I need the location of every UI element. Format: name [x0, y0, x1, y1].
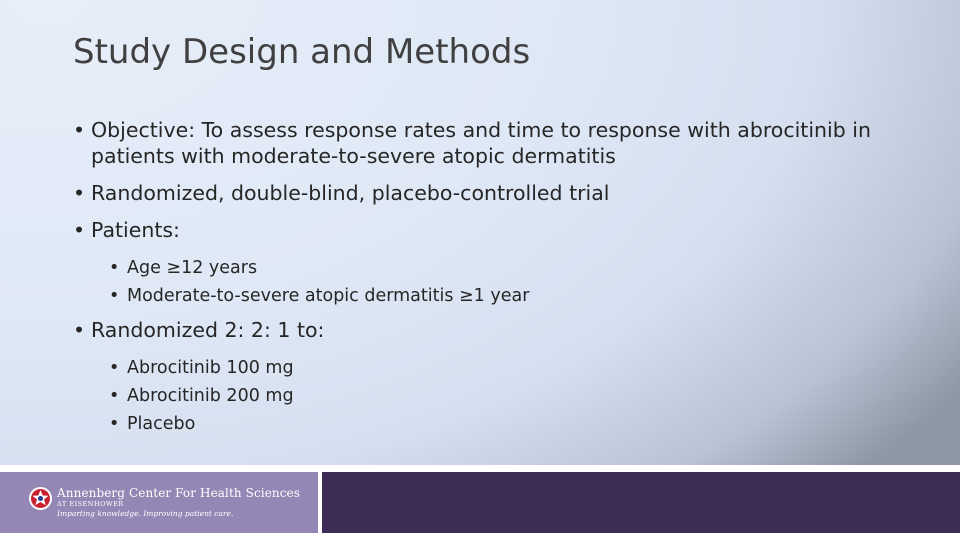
bullet-objective: • Objective: To assess response rates and time to response with abrocitinib in patients with moderate-to-severe atopic dermatitis [73, 117, 893, 169]
slide-title: Study Design and Methods [73, 32, 531, 72]
patients-sublist [73, 254, 893, 310]
logo-name: Annenberg Center For Health Sciences [57, 486, 301, 500]
sub-bullet-age: • Age ≥12 years [109, 254, 893, 282]
sub-bullet-placebo: • Placebo [109, 410, 893, 438]
bullet-patients: • Patients: [73, 217, 893, 243]
bullet-randomized: • Randomized 2: 2: 1 to: [73, 317, 893, 343]
sub-bullet-arm-100: • Abrocitinib 100 mg [109, 354, 893, 382]
sub-bullet-condition: • Moderate-to-severe atopic dermatitis ≥1 year [109, 282, 893, 310]
footer-panel [322, 472, 960, 533]
randomized-sublist [73, 354, 893, 438]
star-emblem-icon [28, 486, 53, 511]
sub-bullet-arm-200: • Abrocitinib 200 mg [109, 382, 893, 410]
bullet-design: • Randomized, double-blind, placebo-controlled trial [73, 180, 893, 206]
logo-tagline: Imparting knowledge. Improving patient care. [57, 509, 234, 518]
logo-location: AT EISENHOWER [57, 500, 124, 508]
bullet-list [73, 117, 893, 445]
